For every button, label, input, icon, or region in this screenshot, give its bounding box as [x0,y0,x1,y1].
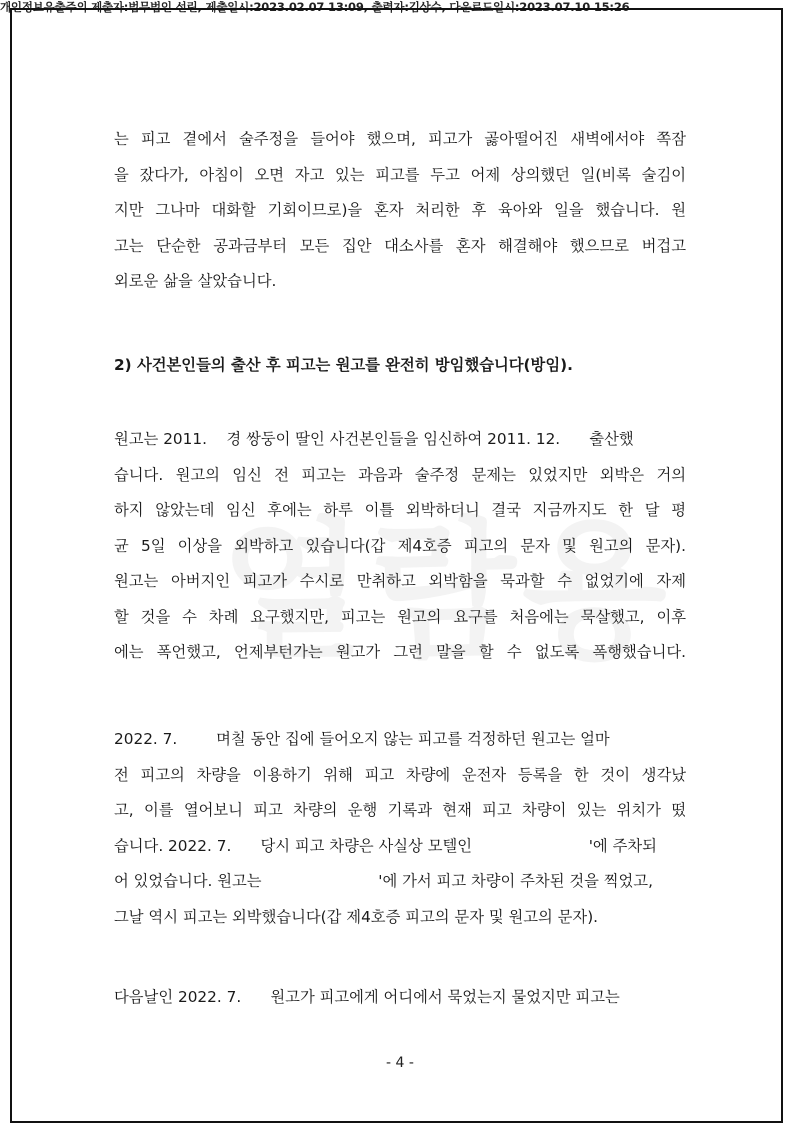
paragraph-4 [114,980,686,1016]
text-line: 균 5일 이상을 외박하고 있습니다(갑 제4호증 피고의 문자 및 원고의 문자). [114,536,686,555]
text-line: 다음날인 2022. 7. 원고가 피고에게 어디에서 묵었는지 물었지만 피고는 [114,988,620,1006]
text-line: 지만 그나마 대화할 기회이므로)을 혼자 처리한 후 육아와 일을 했습니다. 원 [114,201,686,219]
text-line: 는 피고 곁에서 술주정을 들어야 했으며, 피고가 곯아떨어진 새벽에서야 쪽잠 [114,130,686,148]
text-line: 전 피고의 차량을 이용하기 위해 피고 차량에 운전자 등록을 한 것이 생각났 [114,765,686,784]
section-heading: 2) 사건본인들의 출산 후 피고는 원고를 완전히 방임했습니다(방임). [114,356,573,374]
page-number: - 4 - [386,1055,414,1071]
text-line: 에는 폭언했고, 언제부턴가는 원고가 그런 말을 할 수 없도록 폭행했습니다. [114,643,686,661]
text-line: 고, 이를 열어보니 피고 차량의 운행 기록과 현재 피고 차량이 있는 위치가 떴 [114,801,686,819]
print-header: 개인정보유출주의 제출자:법무법인 선린, 제출일시:2023.02.07 13:09, 출력자:김상수, 다운로드일시:2023.07.10 15:26 [0,0,630,14]
text-line: 그날 역시 피고는 외박했습니다(갑 제4호증 피고의 문자 및 원고의 문자). [114,907,599,926]
text-line: 어 있었습니다. 원고는 '에 가서 피고 차량이 주차된 것을 찍었고, [114,872,653,890]
text-line: 할 것을 수 차례 요구했지만, 피고는 원고의 요구를 처음에는 묵살했고, 이후 [114,607,686,626]
text-line: 2022. 7. 며칠 동안 집에 들어오지 않는 피고를 걱정하던 원고는 얼마 [114,730,610,748]
text-line: 하지 않았는데 임신 후에는 하루 이틀 외박하더니 결국 지금까지도 한 달 평 [114,501,686,519]
text-line: 원고는 아버지인 피고가 수시로 만취하고 외박함을 묵과할 수 없었기에 자제 [114,572,686,590]
text-line: 원고는 2011. 경 쌍둥이 딸인 사건본인들을 임신하여 2011. 12. 출산했 [114,430,634,448]
text-line: 을 잤다가, 아침이 오면 자고 있는 피고를 두고 어제 상의했던 일(비록 술김이 [114,165,686,184]
text-line: 외로운 삶을 살았습니다. [114,272,277,290]
text-line: 고는 단순한 공과금부터 모든 집안 대소사를 혼자 해결해야 했으므로 버겁고 [114,236,686,255]
text-line: 습니다. 원고의 임신 전 피고는 과음과 술주정 문제는 있었지만 외박은 거의 [114,465,686,484]
text-line: 습니다. 2022. 7. 당시 피고 차량은 사실상 모텔인 '에 주차되 [114,836,657,855]
paragraph-1 [114,122,686,300]
paragraph-3 [114,722,686,935]
paragraph-2 [114,422,686,671]
